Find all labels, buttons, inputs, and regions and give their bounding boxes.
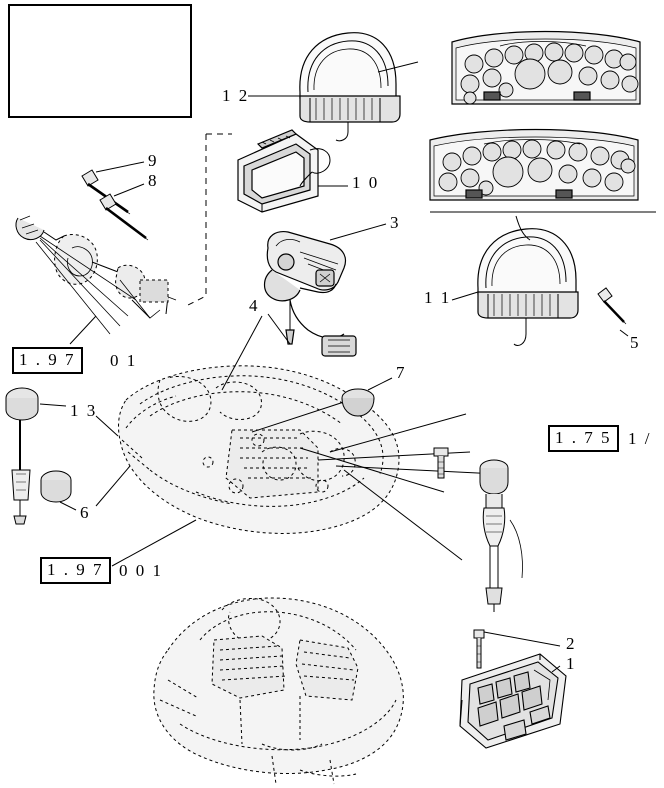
part-1-fuse-relay-box — [460, 654, 566, 748]
console-lower-assembly — [154, 598, 404, 784]
part-7-blanking-cap — [342, 389, 374, 416]
part-gearshift-lever — [480, 460, 523, 612]
part-screw-175 — [434, 448, 448, 478]
reference-suffix-197-a: 0 1 — [110, 351, 138, 370]
leader-11 — [452, 292, 478, 300]
leader-7 — [368, 378, 392, 390]
leader-ref-197a — [70, 316, 96, 344]
leader-8 — [114, 184, 144, 196]
part-6-knob-small — [41, 471, 71, 502]
callout-9: 9 — [148, 151, 159, 170]
reference-suffix-197-b: 0 0 1 — [119, 561, 163, 580]
part-13-lever-knob — [6, 388, 38, 524]
leader-4 — [268, 314, 290, 344]
callout-5: 5 — [630, 333, 641, 352]
leader-5 — [620, 330, 628, 336]
callout-8: 8 — [148, 171, 159, 190]
leader-6 — [60, 502, 76, 510]
callout-7: 7 — [396, 363, 407, 382]
callout-11: 1 1 — [424, 288, 452, 307]
cluster-face-lower — [430, 130, 656, 213]
part-10-monitor — [238, 130, 330, 212]
part-2-fuse-box-screw — [474, 630, 484, 668]
reference-suffix-175: 1 / — [628, 429, 652, 448]
part-11-cluster-housing-lower — [478, 216, 578, 346]
callout-13: 1 3 — [70, 401, 98, 420]
callout-4: 4 — [249, 296, 260, 315]
callout-10: 1 0 — [352, 173, 380, 192]
part-8-bolt-long — [100, 194, 148, 240]
leader-13 — [40, 404, 66, 406]
part-12-cluster-housing-upper — [300, 33, 400, 141]
dashed-reference-frame — [186, 134, 232, 306]
thumbnail-frame — [8, 4, 192, 118]
callout-2: 2 — [566, 634, 577, 653]
callout-6: 6 — [80, 503, 91, 522]
callout-1: 1 — [566, 654, 577, 673]
callout-3: 3 — [390, 213, 401, 232]
part-3-column-switch — [265, 232, 357, 356]
callout-12: 1 2 — [222, 86, 250, 105]
cluster-face-upper — [452, 32, 640, 105]
part-5-screw — [598, 288, 626, 324]
reference-box-197-a[interactable]: 1 . 9 7 — [12, 347, 83, 374]
leader-3 — [330, 224, 386, 240]
reference-box-197-b[interactable]: 1 . 9 7 — [40, 557, 111, 584]
leader-9 — [96, 162, 144, 172]
reference-box-175[interactable]: 1 . 7 5 — [548, 425, 619, 452]
